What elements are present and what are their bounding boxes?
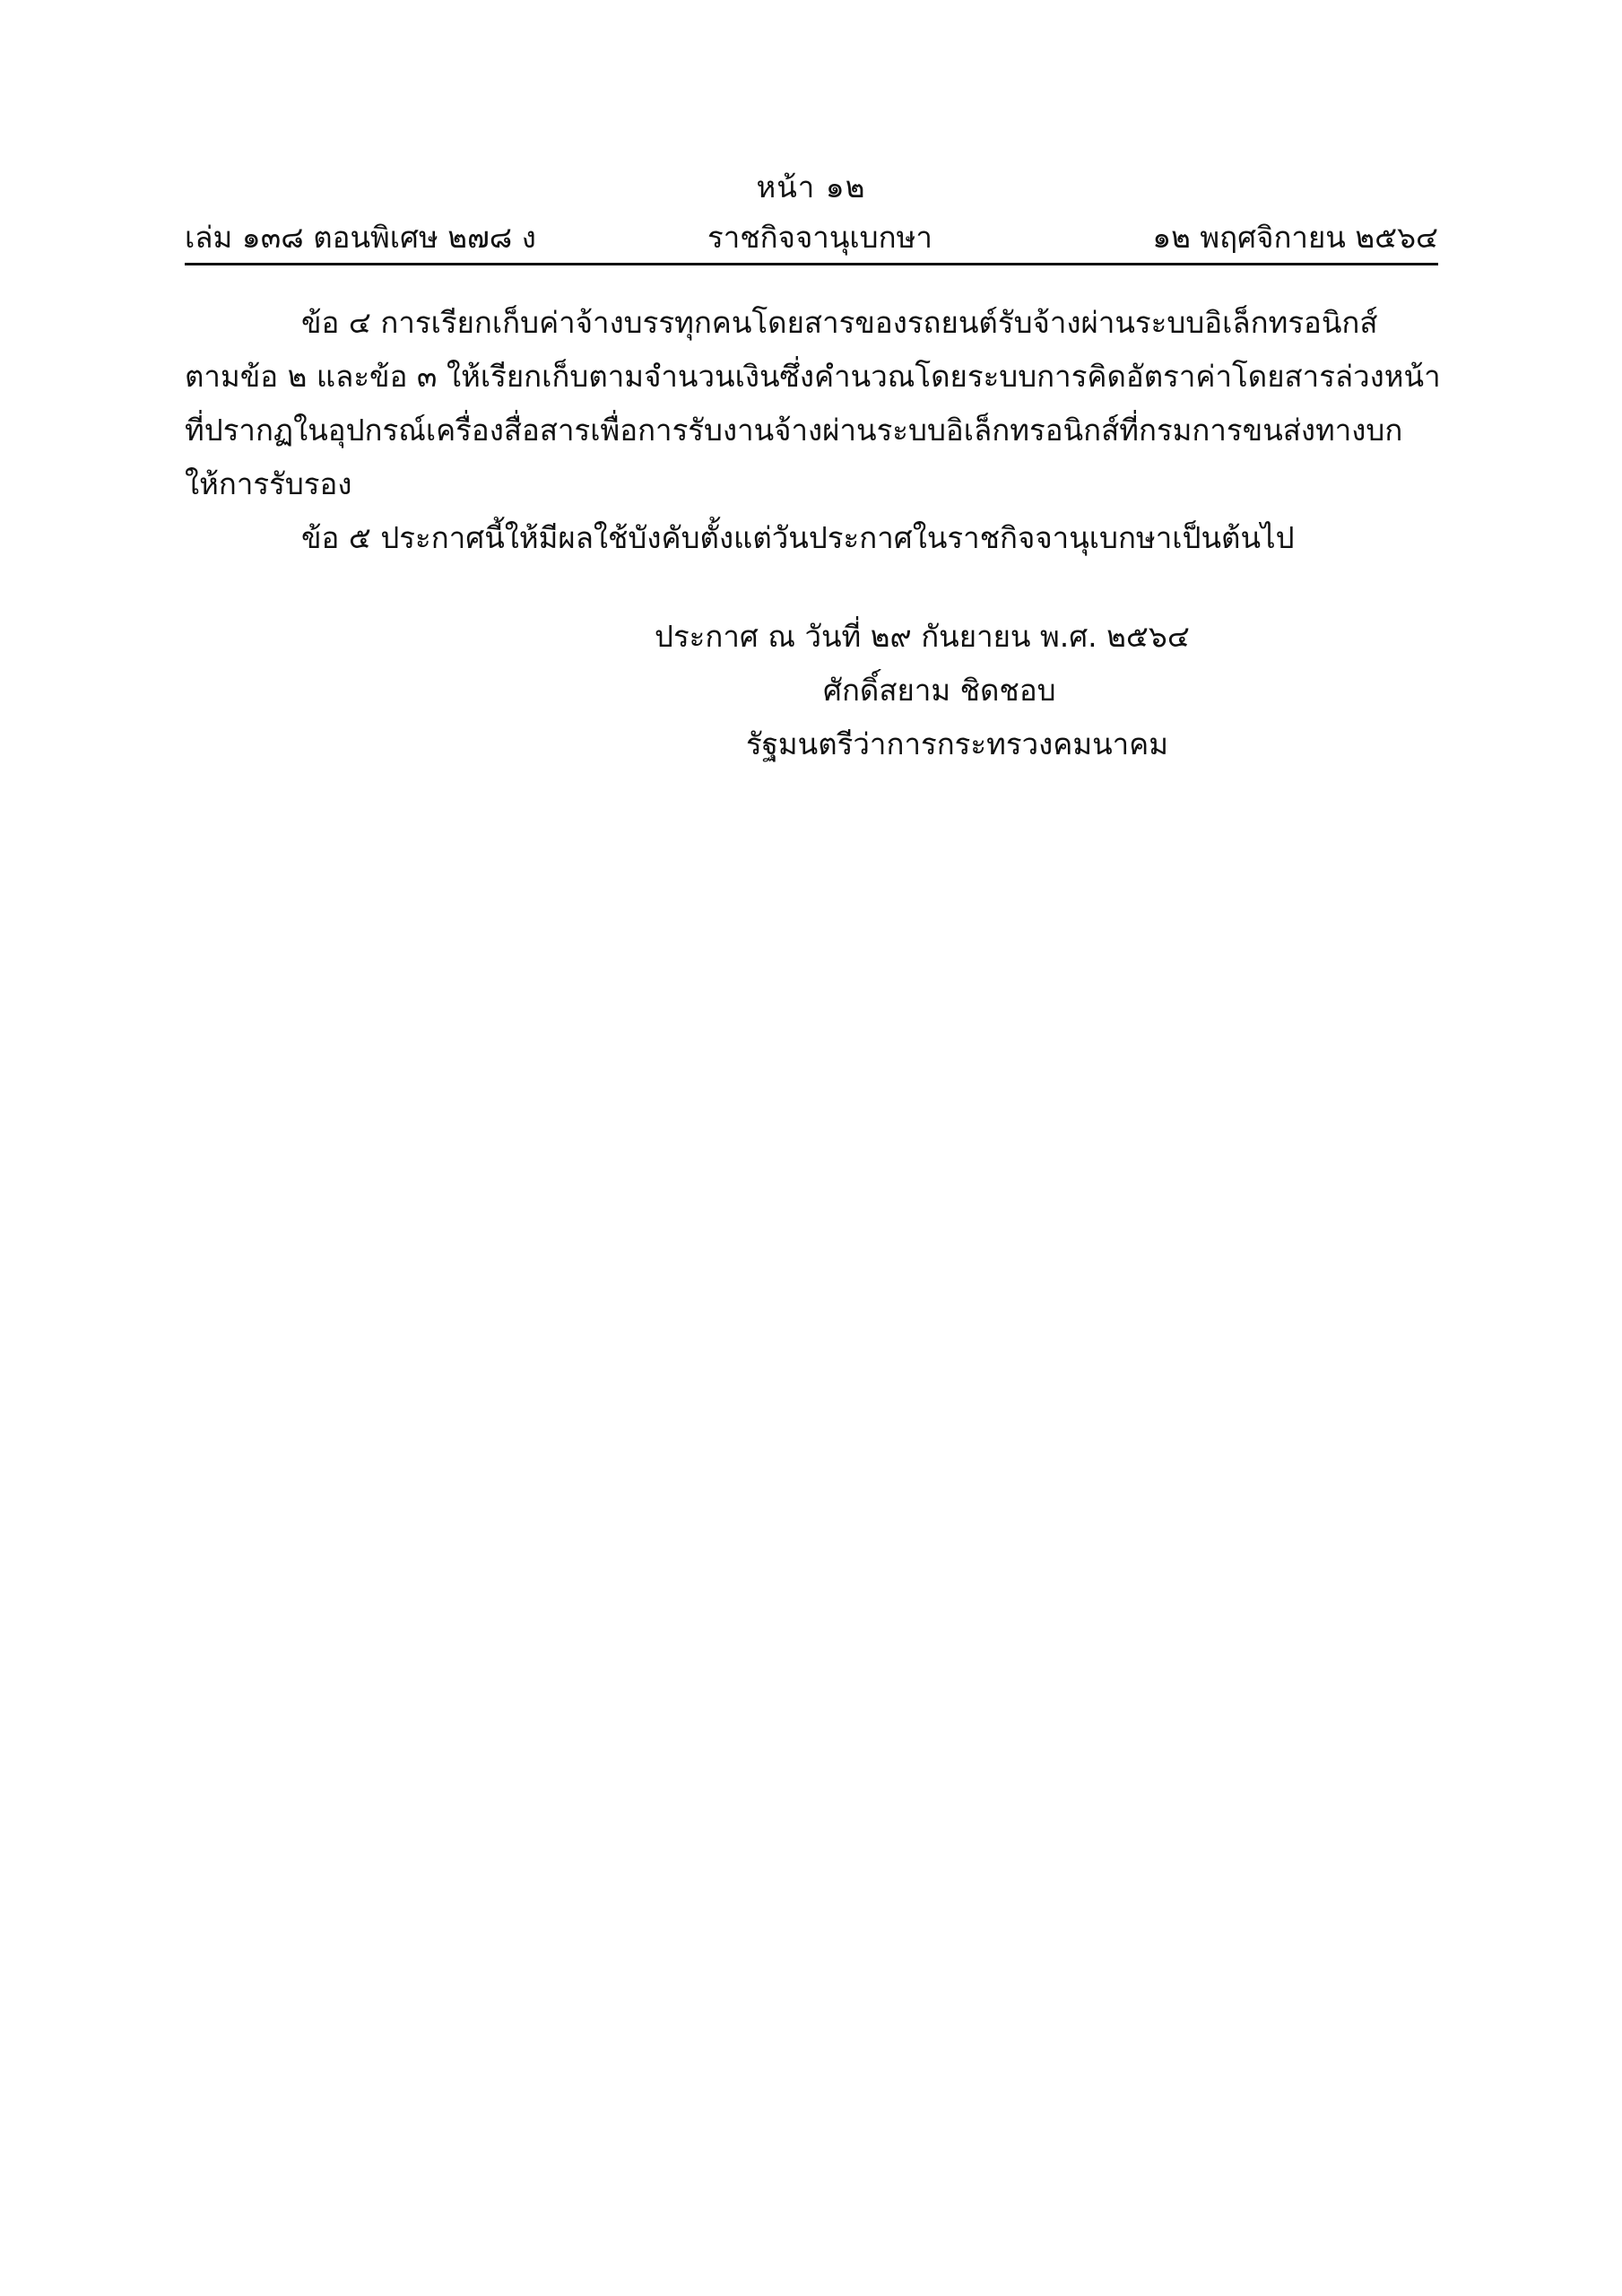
signature-block: [538, 610, 1345, 771]
clause-5: ข้อ ๕ ประกาศนี้ให้มีผลใช้บังคับตั้งแต่วันประกาศในราชกิจจานุเบกษาเป็นต้นไป: [301, 520, 1295, 555]
clause-4-line-1: ข้อ ๔ การเรียกเก็บค่าจ้างบรรทุกคนโดยสารของรถยนต์รับจ้างผ่านระบบอิเล็กทรอนิกส์: [301, 305, 1378, 340]
page-number: หน้า ๑๒: [756, 170, 866, 204]
signatory-title: รัฐมนตรีว่าการกระทรวงคมนาคม: [746, 726, 1168, 761]
gazette-header: [185, 213, 1438, 260]
clause-4-line-3: ที่ปรากฏในอุปกรณ์เครื่องสื่อสารเพื่อการรับงานจ้างผ่านระบบอิเล็กทรอนิกส์ที่กรมการขนส่งทางบก: [185, 413, 1403, 448]
document-body: [185, 296, 1441, 565]
publication-date: ๑๒ พฤศจิกายน ๒๕๖๔: [1152, 220, 1438, 255]
signatory-name: ศักดิ์สยาม ชิดชอบ: [823, 673, 1056, 708]
clause-4-line-4: ให้การรับรอง: [185, 466, 352, 501]
header-rule: [185, 263, 1438, 265]
announcement-date: ประกาศ ณ วันที่ ๒๙ กันยายน พ.ศ. ๒๕๖๔: [655, 619, 1190, 654]
gazette-name: ราชกิจจานุเบกษา: [707, 220, 932, 255]
clause-4-line-2: ตามข้อ ๒ และข้อ ๓ ให้เรียกเก็บตามจำนวนเงินซึ่งคำนวณโดยระบบการคิดอัตราค่าโดยสารล่วงหน้า: [185, 359, 1441, 394]
volume-issue: เล่ม ๑๓๘ ตอนพิเศษ ๒๗๘ ง: [185, 220, 536, 255]
